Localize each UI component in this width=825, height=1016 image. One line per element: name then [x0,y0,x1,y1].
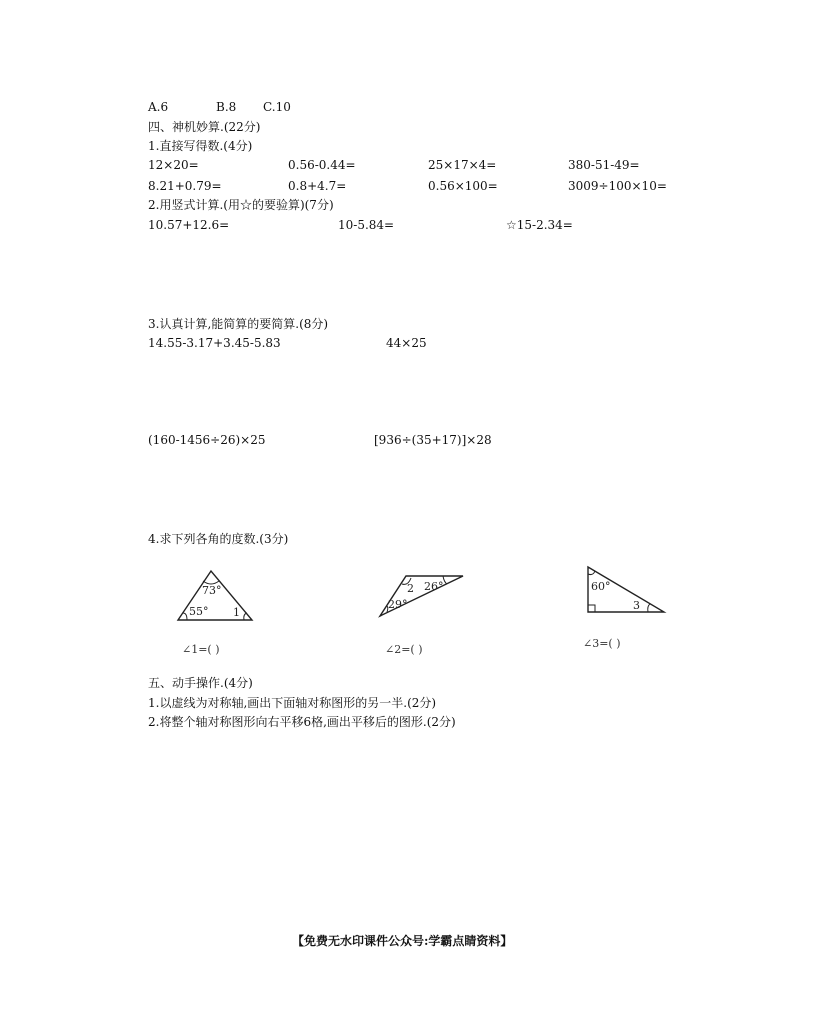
q4-title: 4.求下列各角的度数.(3分) [148,532,289,546]
q1-item: 12×20= [148,158,199,172]
section5-q1: 1.以虚线为对称轴,画出下面轴对称图形的另一半.(2分) [148,696,437,710]
q1-item: 0.8+4.7= [288,179,347,193]
q1-item: 25×17×4= [428,158,497,172]
section5-q2: 2.将整个轴对称图形向右平移6格,画出平移后的图形.(2分) [148,715,456,729]
q1-item: 0.56×100= [428,179,498,193]
footer-note: 【免费无水印课件公众号:学霸点睛资料】 [292,934,513,948]
section4-title: 四、神机妙算.(22分) [148,120,261,134]
q1-item: 380-51-49= [568,158,640,172]
angle-label: 26° [424,580,444,593]
q2-item: ☆15-2.34= [506,218,573,232]
choice-a: A.6 [148,100,169,114]
q1-item: 0.56-0.44= [288,158,356,172]
q3-item: 44×25 [386,336,427,350]
angle-label: 73° [202,584,222,597]
angle-label: 29° [388,598,408,611]
triangle-figure-1 [170,565,260,625]
angle-label: 3 [633,599,640,612]
angle-label: 60° [591,580,611,593]
answer-3: ∠3=( ) [583,637,621,650]
q1-title: 1.直接写得数.(4分) [148,139,253,153]
q3-item: [936÷(35+17)]×28 [374,433,492,447]
triangle-figure-2 [375,570,470,620]
section5-title: 五、动手操作.(4分) [148,676,253,690]
q2-item: 10-5.84= [338,218,395,232]
triangle-figure-3 [582,562,672,617]
choice-c: C.10 [263,100,291,114]
q2-title: 2.用竖式计算.(用☆的要验算)(7分) [148,198,334,212]
answer-2: ∠2=( ) [385,643,423,656]
angle-label: 55° [189,605,209,618]
q1-item: 8.21+0.79= [148,179,222,193]
q1-item: 3009÷100×10= [568,179,667,193]
q3-item: (160-1456÷26)×25 [148,433,266,447]
angle-label: 2 [407,582,414,595]
answer-1: ∠1=( ) [182,643,220,656]
q3-title: 3.认真计算,能简算的要简算.(8分) [148,317,329,331]
q2-item: 10.57+12.6= [148,218,230,232]
q3-item: 14.55-3.17+3.45-5.83 [148,336,281,350]
angle-label: 1 [233,606,240,619]
choice-b: B.8 [216,100,237,114]
